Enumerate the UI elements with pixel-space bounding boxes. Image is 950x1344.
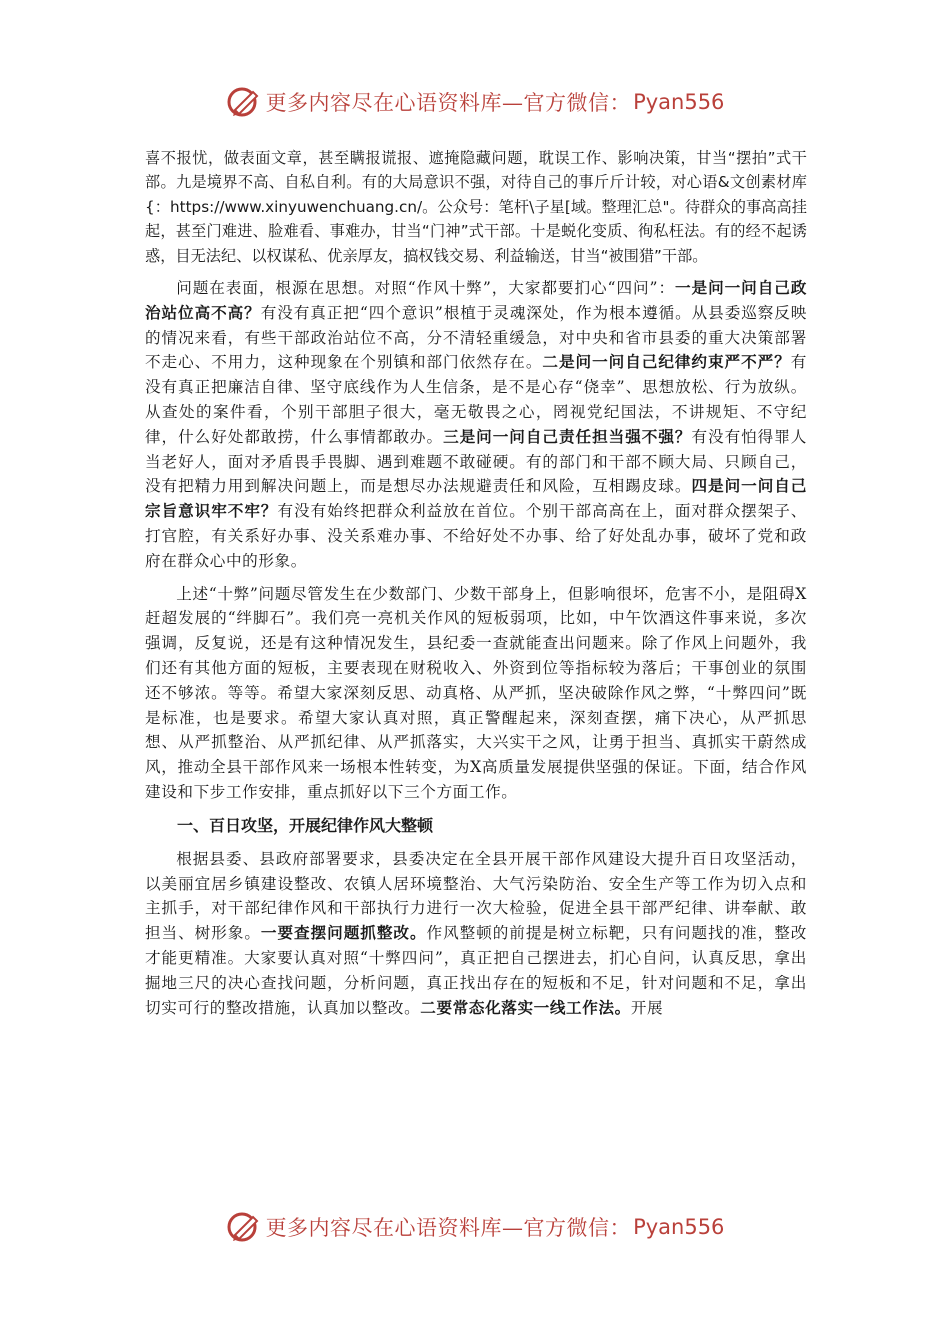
text-run: 作风整顿的前提是树立标靶，只有问题找的准，整改才能更精准。大家要认真对照“十弊四问”，真正把自己摆进去，扪心自问，认真反思，拿出掘地三尺的决心查找问题，分析问题，真正找出存在的短板和不足，针对问题和不足，拿出切实可行的整改措施，认真加以整改。 — [145, 924, 807, 1017]
text-run: 有没有真正把“四个意识”根植于灵魂深处，作为根本遵循。从县委巡察反映的情况来看，有些干部政治站位不高，分不清轻重缓急，对中央和省市县委的重大决策部署不走心、不用力，这种现象在个别镇和部门依然存在。 — [145, 303, 807, 372]
paragraph-3: 上述“十弊”问题尽管发生在少数部门、少数干部身上，但影响很坏，危害不小，是阻碍X赶超发展的“绊脚石”。我们亮一亮机关作风的短板弱项，比如，中午饮酒这件事来说，多次强调，反复说，还是有这种情况发生，县纪委一查就能查出问题来。除了作风上问题外，我们还有其他方面的短板，主要表现在财税收入、外资到位等指标较为落后；干事创业的氛围还不够浓。等等。希望大家深刻反思、动真格、从严抓，坚决破除作风之弊，“十弊四问”既是标准，也是要求。希望大家认真对照，真正警醒起来，深刻查摆，痛下决心，从严抓思想、从严抓整治、从严抓纪律、从严抓落实，大兴实干之风，让勇于担当、真抓实干蔚然成风，推动全县干部作风来一场根本性转变，为X高质量发展提供坚强的保证。下面，结合作风建设和下步工作安排，重点抓好以下三个方面工作。 — [145, 584, 807, 801]
text-run: 根据县委、县政府部署要求，县委决定在全县开展干部作风建设大提升百日攻坚活动，以美丽宜居乡镇建设整改、农镇人居环境整治、大气污染防治、安全生产等工作为切入点和主抓手，对干部纪律作风和干部执行力进行一次大检验，促进全县干部严纪律、讲奉献、敢担当、树形象。 — [145, 849, 807, 943]
bold-run: 一是问一问自己政治站位高不高？ — [145, 278, 807, 322]
paragraph-1: 喜不报忧，做表面文章，甚至瞒报谎报、遮掩隐藏问题，耽误工作、影响决策，甘当“摆拍”式干部。九是境界不高、自私自利。有的大局意识不强，对待自己的事斤斤计较，对心语&文创素材库{：https://www.xinyuwenchuang.cn/。公众号：笔杆\子星[域。整理汇总"。待群众的事高高挂起，甚至门难进、脸难看、事难办，甘当“门神”式干部。十是蜕化变质、徇私枉法。有的经不起诱惑，目无法纪、以权谋私、优亲厚友，搞权钱交易、利益输送，甘当“被围猎”干部。 — [145, 149, 807, 265]
text-run: 开展 — [630, 998, 664, 1017]
text-run: 问题在表面，根源在思想。对照“作风十弊”，大家都要扪心“四问”： — [176, 279, 676, 298]
document-body — [145, 146, 807, 1028]
banner-text: 更多内容尽在心语资料库—官方微信： — [265, 1216, 632, 1240]
paragraph-4 — [145, 847, 807, 1021]
bold-run: 三是问一问自己责任担当强不强？ — [443, 426, 692, 446]
banner-wechat-id: Pyan556 — [633, 1215, 725, 1239]
paragraph-2 — [145, 276, 807, 574]
footer-banner — [0, 1209, 950, 1245]
bold-run: 二要常态化落实一线工作法。 — [420, 997, 631, 1017]
header-banner — [0, 84, 950, 120]
banner-wechat-id: Pyan556 — [633, 90, 725, 114]
pen-logo-icon — [226, 84, 262, 120]
pen-logo-icon — [226, 1209, 262, 1245]
bold-run: 二是问一问自己纪律约束严不严？ — [542, 352, 791, 372]
text-run: 有没有真正把廉洁自律、坚守底线作为人生信条，是不是心存“侥幸”、思想放松、行为放纵。从查处的案件看，个别干部胆子很大，毫无敬畏之心，罔视党纪国法，不讲规矩、不守纪律，什么好处都敢捞，什么事情都敢办。 — [145, 353, 807, 446]
text-run: 有没有始终把群众利益放在首位。个别干部高高在上，面对群众摆架子、打官腔，有关系好办事、没关系难办事、不给好处不办事、给了好处乱办事，破坏了党和政府在群众心中的形象。 — [145, 502, 807, 570]
banner-text: 更多内容尽在心语资料库—官方微信： — [265, 91, 632, 115]
section-heading: 一、百日攻坚，开展纪律作风大整顿 — [177, 815, 434, 835]
bold-run: 一要查摆问题抓整改。 — [260, 923, 427, 943]
bold-run: 四是问一问自己宗旨意识牢不牢？ — [145, 476, 807, 521]
text-run: 有没有怕得罪人当老好人，面对矛盾畏手畏脚、遇到难题不敢碰硬。有的部门和干部不顾大局、只顾自己，没有把精力用到解决问题上，而是想尽办法规避责任和风险，互相踢皮球。 — [145, 427, 807, 496]
